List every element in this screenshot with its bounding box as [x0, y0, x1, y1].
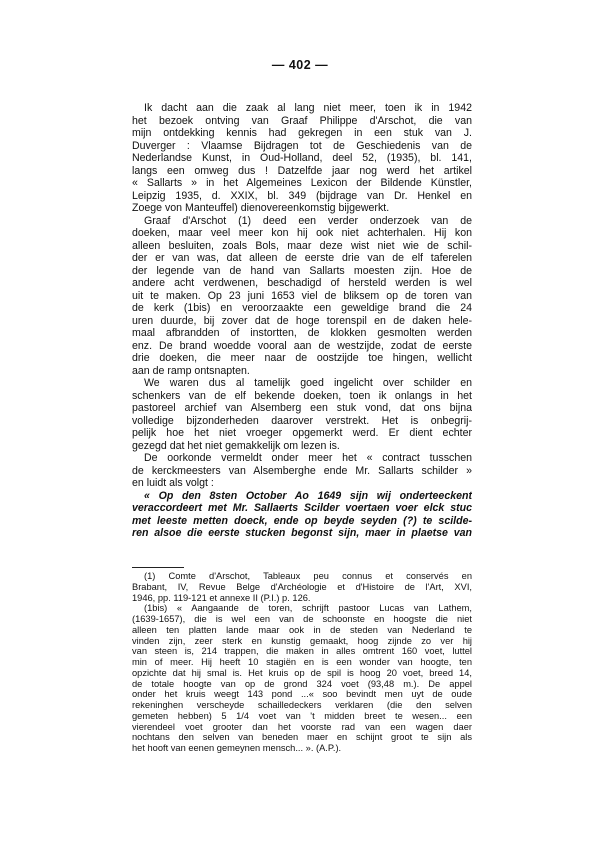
text-line: volledige bijzonderheden daarover verstrekt. Het is onbegrij- — [132, 414, 472, 427]
text-line: uren duurde, bij zover dat de hoge torenspil en de daken hele- — [132, 314, 472, 327]
text-line: met leeste metten doeck, ende op beyde seyden (?) te scilde- — [132, 514, 472, 527]
footnote-line: vierendeel voet grooter dan het voorste rad van een wagen daer — [132, 721, 472, 732]
footnotes — [132, 571, 472, 754]
text-line: veraccordeert met Mr. Sallaerts Scilder voertaen voer elck stuc — [132, 502, 472, 514]
text-line: ren alsoe die eerste stucken begonst sijn, maer in plaetse van — [132, 527, 472, 539]
text-line: doeken, maar veel meer kon hij ook niet achterhalen. Hij kon — [132, 227, 472, 239]
footnote-line: nochtans den selven van beneden maer en schijnt groot te sijn als — [132, 732, 472, 743]
footnote-line: alleen ten platten lande maar ook in de steden van Nederland te — [132, 624, 472, 635]
text-line: Nederlandse Kunst, in Oud-Holland, deel 52, (1935), bl. 141, — [132, 152, 472, 164]
text-line: pastoreel archief van Alsemberg een stuk vond, dat ons bijna — [132, 402, 472, 414]
text-line: maal afbrandden of instortten, de klokken gesmolten werden — [132, 327, 472, 339]
text-line: « Sallarts » in het Algemeines Lexicon der Bildende Künstler, — [132, 177, 472, 189]
footnote-line: onder het kruis weegt 143 pond ...« soo bevindt men uyt de oude — [132, 689, 472, 700]
text-line: Duverger : Vlaamse Bijdragen tot de Geschiedenis van de — [132, 139, 472, 152]
footnote-line: het hooft van eenen gemeynen mensch... ». (A.P.). — [132, 743, 342, 753]
text-line: uit te maken. Op 23 juni 1653 viel de bliksem op de toren van — [132, 289, 472, 302]
text-line: aan de ramp ontsnapten. — [132, 364, 250, 377]
text-line: mijn ontdekking kennis had gekregen in een stuk van J. — [132, 127, 472, 139]
text-line: Ik dacht aan die zaak al lang niet meer, toen ik in 1942 — [144, 102, 472, 114]
body-text — [132, 102, 472, 540]
footnote-line: 1946, pp. 119-121 et annexe II (P.I.) p. 126. — [132, 592, 311, 603]
text-line: het bezoek ontving van Graaf Philippe d'Arschot, die van — [132, 114, 472, 127]
text-line: gezegd dat het niet gemakkelijk om lezen is. — [132, 439, 340, 452]
footnote-line: gemeten hebben) 5 1/4 voet van 't midden breet te wesen... een — [132, 710, 472, 721]
footnote-line: de totale hoogte van op de grond 324 voet (93,48 m.). De appel — [132, 678, 472, 689]
text-line: Zoege von Manteuffel) dienovereenkomstig bijgewerkt. — [132, 202, 390, 214]
text-line: drie doeken, die meer naar de oostzijde toe hingen, wellicht — [132, 352, 472, 364]
text-line: de kerk (1bis) en veroorzaakte een geweldige brand die 24 — [132, 302, 472, 314]
text-line: der legende van de hand van Sallarts moesten zijn. Hoe de — [132, 264, 472, 277]
text-line: de kerckmeesters van Alsemberghe ende Mr. Sallarts schilder » — [132, 464, 472, 477]
text-line: pelijk hoe het niet vroeger opgemerkt werd. Er dient echter — [132, 427, 472, 439]
text-line: en luidt als volgt : — [132, 477, 214, 489]
footnote-line: rekeninghen verscheyde schailledeckers verklaren (die den selven — [132, 700, 472, 710]
text-line: We waren dus al tamelijk goed ingelicht over schilder en — [144, 377, 472, 389]
text-line: enz. De brand woedde vooral aan de westzijde, zodat de eerste — [132, 339, 472, 352]
text-line: andere acht verdwenen, beschadigd of hersteld werden is wel — [132, 277, 472, 289]
text-line: Graaf d'Arschot (1) deed een verder onderzoek van de — [144, 214, 472, 227]
text-line: Leipzig 1935, d. XXIX, bl. 349 (bijdrage van Dr. Henkel en — [132, 189, 472, 202]
footnote-line: opzichte dat hij smal is. Het kruis op de spil is hoog 20 voet, breed 14, — [132, 667, 472, 678]
text-line: De oorkonde vermeldt onder meer het « contract tusschen — [144, 452, 472, 464]
footnote-line: Brabant, IV, Revue Belge d'Archéologie et d'Histoire de l'Art, XVI, — [132, 581, 472, 592]
footnote-line: (1) Comte d'Arschot, Tableaux peu connus et conservés en — [144, 571, 472, 581]
page-number: — 402 — — [271, 58, 329, 72]
text-line: schenkers van de elf bekende doeken, toen ik onlangs in het — [132, 389, 472, 402]
text-line: der er van was, dat alleen de eerste drie van de elf taferelen — [132, 252, 472, 264]
footnote-line: (1bis) « Aangaande de toren, schrijft pastoor Lucas van Lathem, — [144, 603, 472, 614]
text-line: langs een omweg dus ! Datzelfde jaar nog werd het artikel — [132, 164, 472, 177]
footnote-line: min of meer. Hij heeft 10 stagiën en is een wonder van hoogte, ten — [132, 657, 472, 667]
footnote-line: vinden zijn, zeer sterk en kunstig gemaakt, hoog zijnde zo ver hij — [132, 635, 472, 646]
footnote-separator — [132, 567, 184, 568]
footnote-line: (1639-1657), die is wel een van de schoonste en hoogste die niet — [132, 614, 472, 624]
footnote-line: van steen is, 214 trappen, die maken in alles omtrent 160 voet, luttel — [132, 646, 472, 657]
text-line: alleen besluiten, zoals Bols, maar deze wist niet wie de schil- — [132, 239, 472, 252]
text-line: « Op den 8sten October Ao 1649 sijn wij onderteeckent — [144, 489, 472, 502]
